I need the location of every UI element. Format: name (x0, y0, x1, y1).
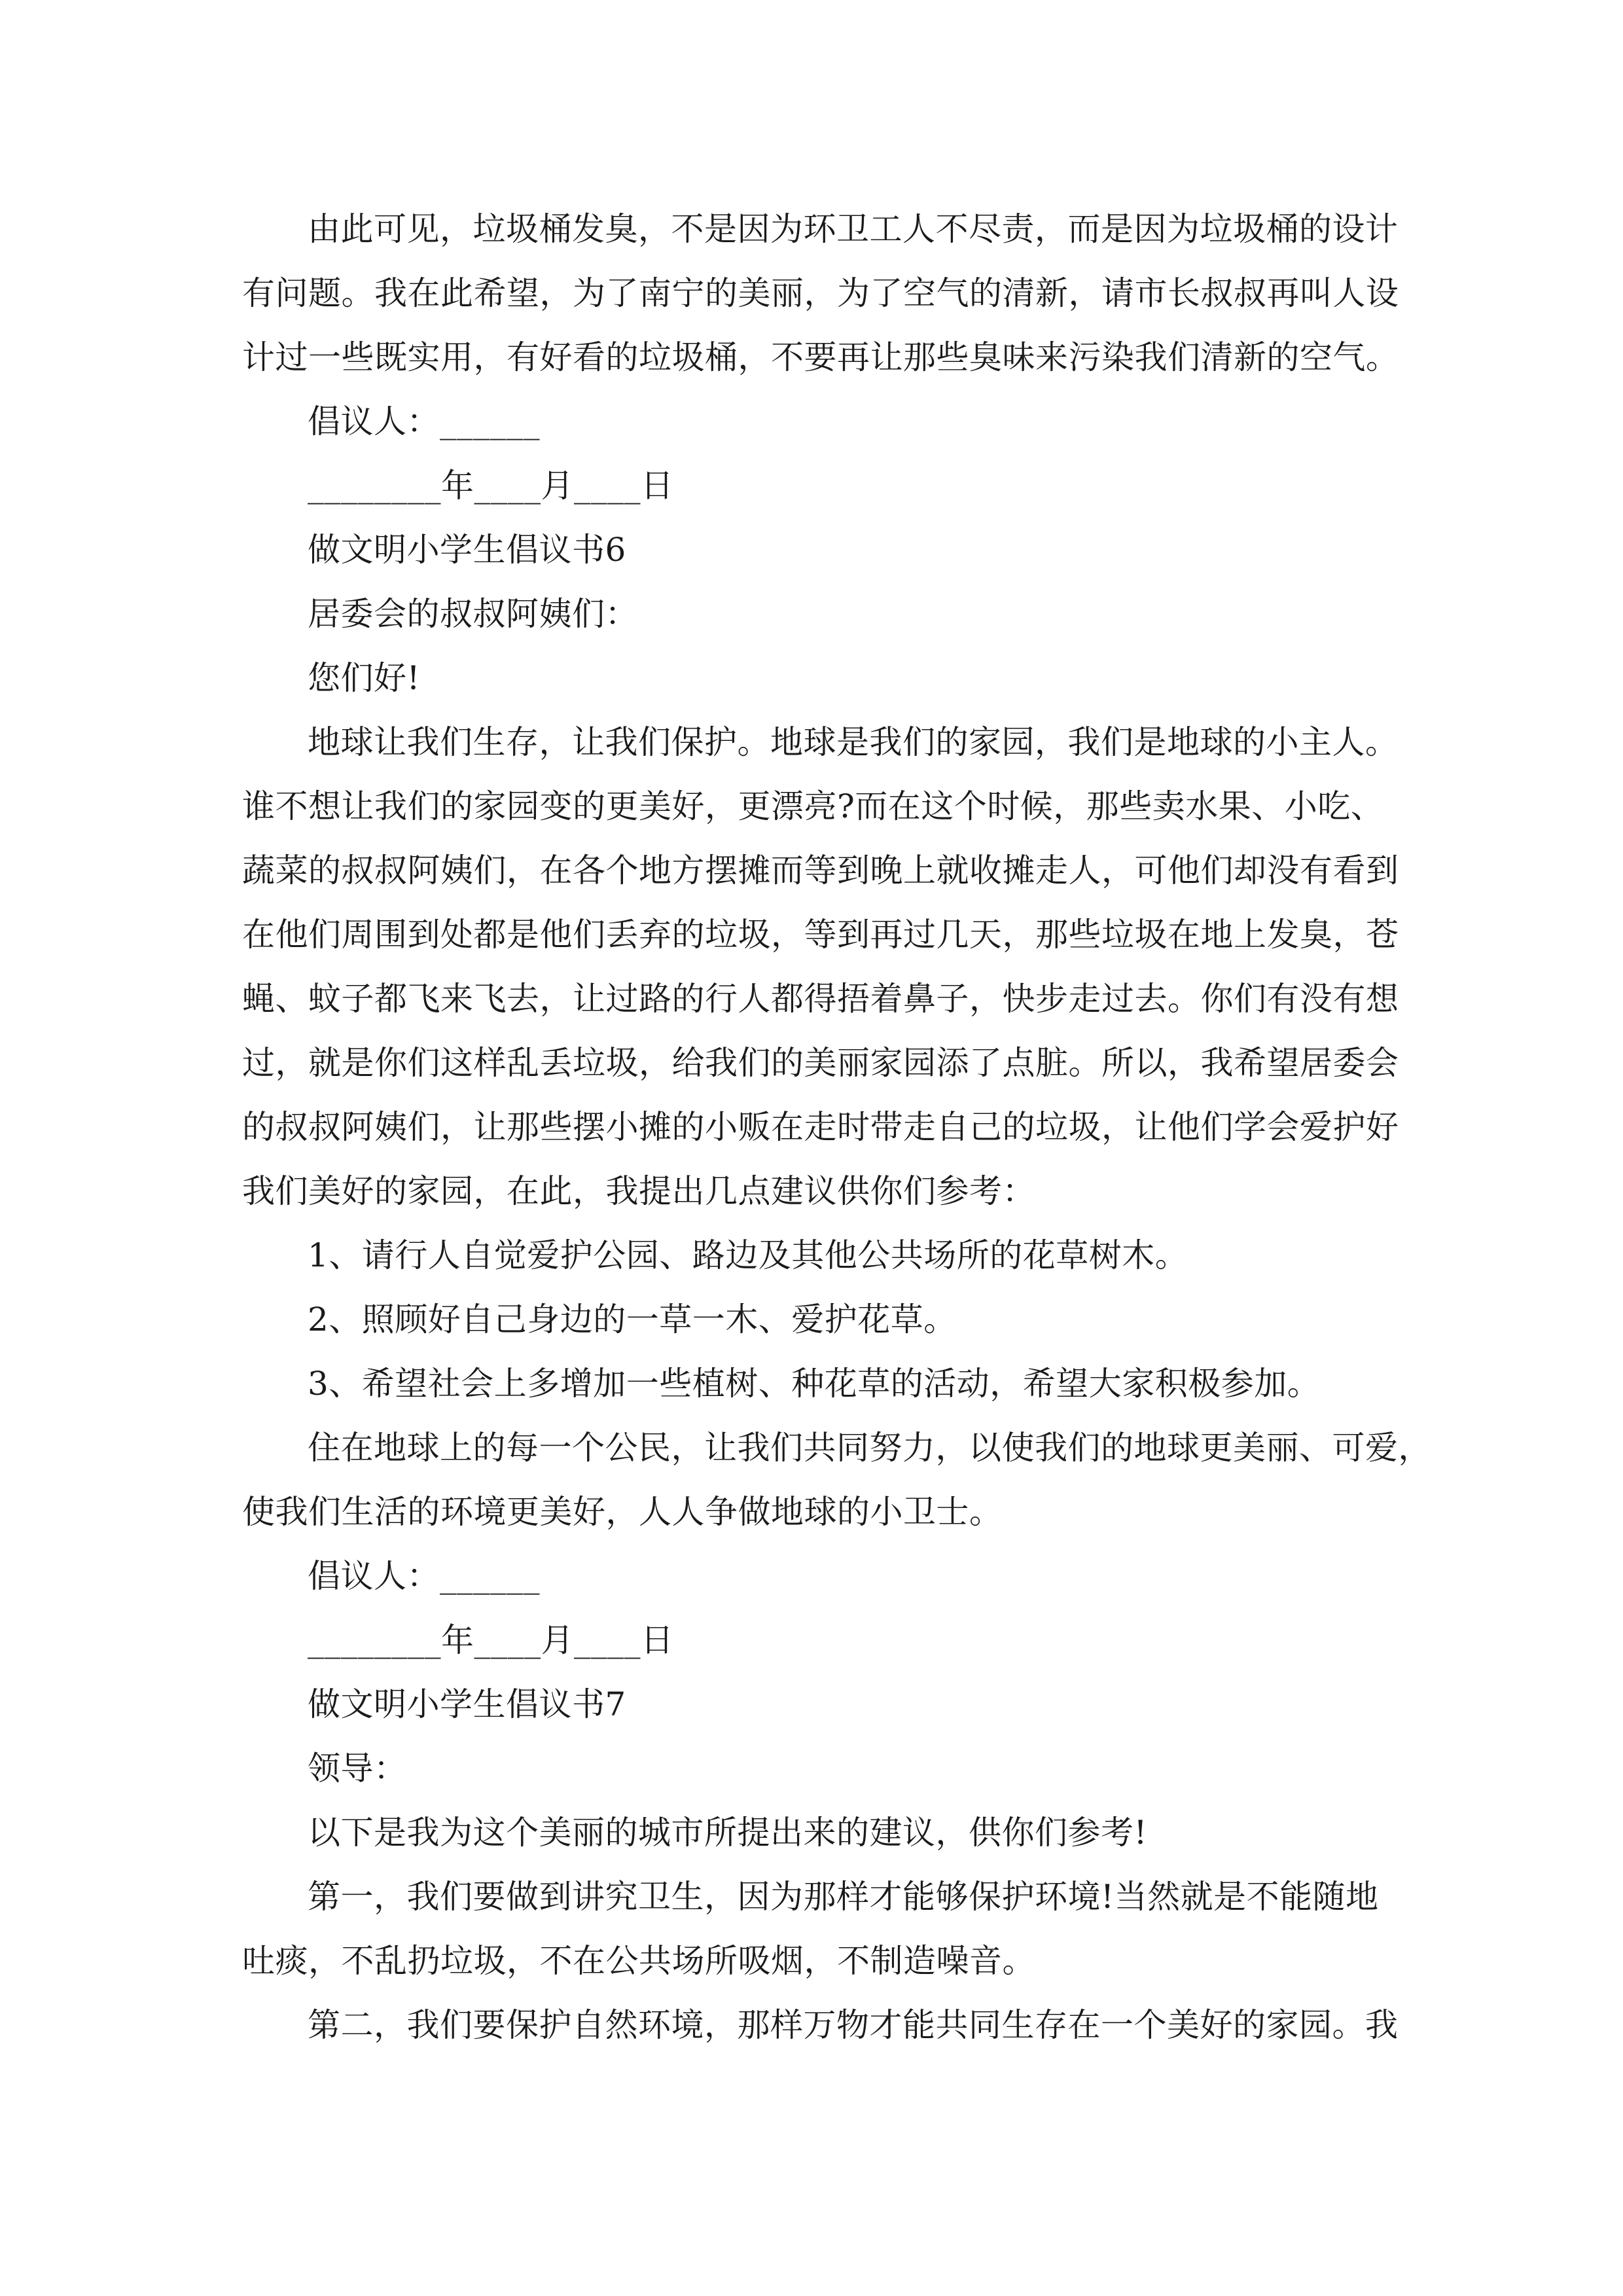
intro-line: 以下是我为这个美丽的城市所提出来的建议，供你们参考! (308, 1814, 1148, 1852)
paragraph-line: 使我们生活的环境更美好，人人争做地球的小卫士。 (242, 1493, 1003, 1531)
salutation: 居委会的叔叔阿姨们： (308, 595, 638, 633)
signature-line: 倡议人：______ (308, 403, 540, 440)
section-title: 做文明小学生倡议书6 (308, 531, 626, 569)
suggestion-item: 2、照顾好自己身边的一草一木、爱护花草。 (308, 1300, 957, 1338)
paragraph-line: 谁不想让我们的家园变的更美好，更漂亮?而在这个时候，那些卖水果、小吃、 (242, 787, 1384, 825)
suggestion-item: 1、请行人自觉爱护公园、路边及其他公共场所的花草树木。 (308, 1236, 1188, 1274)
date-line: ________年____月____日 (308, 1621, 674, 1659)
greeting: 您们好! (308, 659, 421, 697)
suggestion-item: 3、希望社会上多增加一些植树、种花草的活动，希望大家积极参加。 (308, 1365, 1321, 1403)
paragraph-line: 由此可见，垃圾桶发臭，不是因为环卫工人不尽责，而是因为垃圾桶的设计 (308, 210, 1399, 248)
paragraph-line: 我们美好的家园，在此，我提出几点建议供你们参考： (242, 1172, 1035, 1210)
paragraph-line: 第二，我们要保护自然环境，那样万物才能共同生存在一个美好的家园。我 (308, 2006, 1399, 2044)
paragraph-line: 计过一些既实用，有好看的垃圾桶，不要再让那些臭味来污染我们清新的空气。 (242, 338, 1399, 376)
section-title: 做文明小学生倡议书7 (308, 1685, 626, 1723)
paragraph-line: 蝇、蚊子都飞来飞去，让过路的行人都得捂着鼻子，快步走过去。你们有没有想 (242, 980, 1399, 1018)
paragraph-line: 的叔叔阿姨们，让那些摆小摊的小贩在走时带走自己的垃圾，让他们学会爱护好 (242, 1108, 1399, 1146)
paragraph-line: 住在地球上的每一个公民，让我们共同努力，以使我们的地球更美丽、可爱， (308, 1429, 1431, 1467)
paragraph-line: 地球让我们生存，让我们保护。地球是我们的家园，我们是地球的小主人。 (308, 723, 1399, 761)
paragraph-line: 第一，我们要做到讲究卫生，因为那样才能够保护环境!当然就是不能随地 (308, 1878, 1379, 1916)
salutation: 领导： (308, 1749, 407, 1787)
signature-line: 倡议人：______ (308, 1557, 540, 1595)
paragraph-line: 过，就是你们这样乱丢垃圾，给我们的美丽家园添了点脏。所以，我希望居委会 (242, 1044, 1399, 1082)
paragraph-line: 在他们周围到处都是他们丢弃的垃圾，等到再过几天，那些垃圾在地上发臭，苍 (242, 916, 1399, 954)
date-line: ________年____月____日 (308, 467, 674, 505)
paragraph-line: 有问题。我在此希望，为了南宁的美丽，为了空气的清新，请市长叔叔再叫人设 (242, 274, 1399, 312)
paragraph-line: 蔬菜的叔叔阿姨们，在各个地方摆摊而等到晚上就收摊走人，可他们却没有看到 (242, 852, 1399, 889)
paragraph-line: 吐痰，不乱扔垃圾，不在公共场所吸烟，不制造噪音。 (242, 1942, 1035, 1980)
